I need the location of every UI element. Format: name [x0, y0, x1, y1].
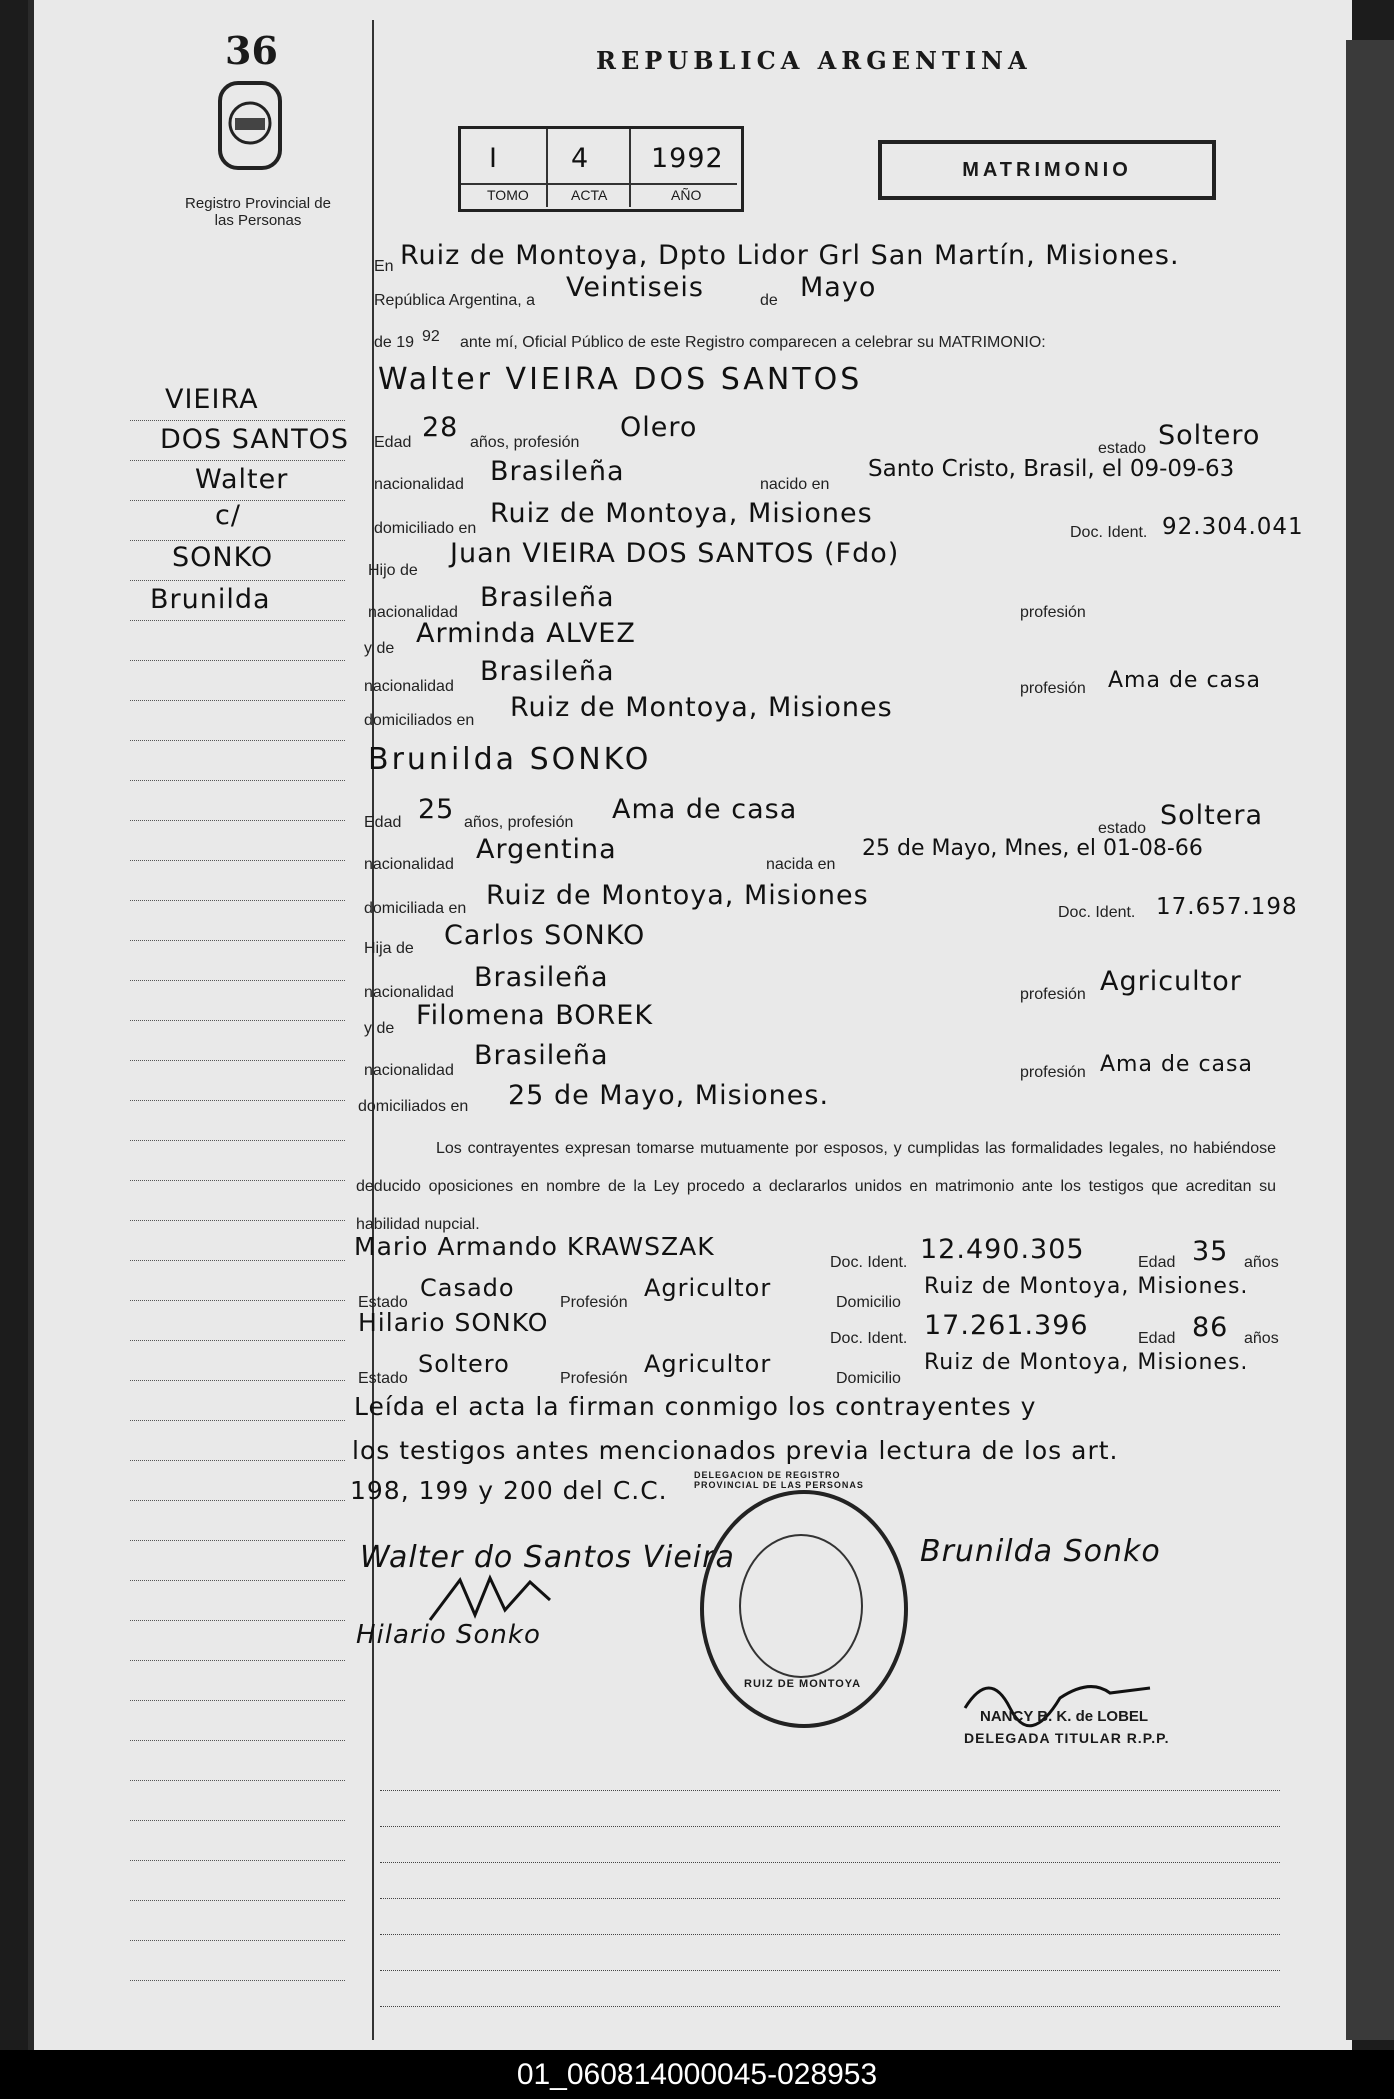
groom-father-prof-label: profesión	[1020, 604, 1086, 621]
witness2-prof-label: Profesión	[560, 1370, 628, 1387]
margin-rule-line	[130, 980, 345, 981]
witness1-dom: Ruiz de Montoya, Misiones.	[924, 1274, 1249, 1299]
year-suffix: 92	[422, 328, 440, 345]
margin-rule-line	[130, 1660, 345, 1661]
margin-rule-line	[130, 780, 345, 781]
groom-doc-label: Doc. Ident.	[1070, 524, 1148, 541]
ruled-line	[380, 1934, 1280, 1935]
bride-father-prof: Agricultor	[1100, 966, 1242, 997]
doc-type-box	[878, 140, 1216, 200]
registry-stamp	[694, 1470, 908, 1728]
margin-rule-line	[130, 900, 345, 901]
bride-parents-dom: 25 de Mayo, Misiones.	[508, 1080, 830, 1111]
ano-label: AÑO	[671, 187, 702, 203]
place: Ruiz de Montoya, Dpto Lidor Grl San Martín, Misiones.	[400, 240, 1180, 271]
margin-rule-line	[130, 1860, 345, 1861]
margin-rule-line	[130, 1740, 345, 1741]
bride-anos-label: años, profesión	[464, 814, 574, 831]
groom-edad-label: Edad	[374, 434, 412, 451]
doc-type: MATRIMONIO	[962, 159, 1132, 181]
groom-nacido-label: nacido en	[760, 476, 830, 493]
page-number: 36	[225, 28, 278, 73]
witness1-name: Mario Armando KRAWSZAK	[354, 1232, 715, 1261]
margin-rule-line	[130, 940, 345, 941]
registry-name: Registro Provincial de las Personas	[185, 195, 331, 229]
margin-rule-line	[130, 500, 345, 501]
witness1-estado-label: Estado	[358, 1294, 408, 1311]
witness1-anos-label: años	[1244, 1254, 1279, 1271]
tomo-value: I	[489, 143, 498, 174]
margin-rule-line	[130, 1540, 345, 1541]
groom-profesion: Olero	[620, 412, 698, 443]
witness2-dom-label: Domicilio	[836, 1370, 901, 1387]
bride-father-nac: Brasileña	[474, 962, 609, 993]
witness1-doc-label: Doc. Ident.	[830, 1254, 908, 1271]
margin-con: c/	[215, 500, 241, 531]
witness1-dom-label: Domicilio	[836, 1294, 901, 1311]
year-prefix: de 19	[374, 334, 415, 351]
groom-estado-label: estado	[1098, 440, 1147, 457]
bride-father-nac-label: nacionalidad	[364, 984, 454, 1001]
country-heading: REPUBLICA ARGENTINA	[596, 46, 1032, 75]
book-edge	[1346, 40, 1394, 2040]
margin-rule-line	[130, 1580, 345, 1581]
groom-anos-label: años, profesión	[470, 434, 580, 451]
bride-mother-nac-label: nacionalidad	[364, 1062, 454, 1079]
margin-rule-line	[130, 660, 345, 661]
margin-bride-firstname: Brunilda	[150, 584, 271, 615]
witness2-doc: 17.261.396	[924, 1310, 1089, 1341]
groom-parents-dom: Ruiz de Montoya, Misiones	[510, 692, 893, 723]
acta-label: ACTA	[571, 187, 608, 203]
ruled-line	[380, 1790, 1280, 1791]
bride-doc-label: Doc. Ident.	[1058, 904, 1136, 921]
bride-nacida-label: nacida en	[766, 856, 836, 873]
groom-edad: 28	[422, 412, 459, 443]
closing-line-2: los testigos antes mencionados previa lectura de los art.	[352, 1436, 1119, 1465]
bride-mother-nac: Brasileña	[474, 1040, 609, 1071]
bride-parents-dom-label: domiciliados en	[358, 1098, 469, 1115]
margin-rule-line	[130, 1460, 345, 1461]
margin-rule-line	[130, 540, 345, 541]
yde-label: y de	[364, 640, 395, 657]
groom-nacionalidad: Brasileña	[490, 456, 625, 487]
groom-mother-prof-label: profesión	[1020, 680, 1086, 697]
officer-name: NANCY B. K. de LOBEL	[980, 1708, 1149, 1725]
closing-line-3: 198, 199 y 200 del C.C.	[350, 1476, 668, 1505]
groom-nacido: Santo Cristo, Brasil, el 09-09-63	[868, 456, 1235, 482]
witness-signature: Hilario Sonko	[356, 1620, 541, 1650]
bride-mother-prof-label: profesión	[1020, 1064, 1086, 1081]
margin-rule-line	[130, 1620, 345, 1621]
witness1-estado: Casado	[420, 1274, 515, 1302]
bride-domicilio: Ruiz de Montoya, Misiones	[486, 880, 869, 911]
stamp-outer-text: DELEGACION DE REGISTRO PROVINCIAL DE LAS PERSONAS	[694, 1470, 864, 1490]
margin-rule-line	[130, 420, 345, 421]
margin-surname: VIEIRA	[165, 384, 259, 415]
de-label: de	[760, 292, 778, 309]
margin-rule-line	[130, 1940, 345, 1941]
groom-father-nac: Brasileña	[480, 582, 615, 613]
margin-rule-line	[130, 1900, 345, 1901]
groom-signature: Walter do Santos Vieira	[360, 1540, 735, 1575]
ruled-line	[380, 1970, 1280, 1971]
bride-mother-prof: Ama de casa	[1100, 1052, 1253, 1077]
groom-nac-label: nacionalidad	[374, 476, 464, 493]
witness2-estado: Soltero	[418, 1350, 510, 1378]
margin-rule-line	[130, 460, 345, 461]
groom-doc: 92.304.041	[1162, 514, 1304, 540]
margin-rule-line	[130, 700, 345, 701]
groom-mother-prof: Ama de casa	[1108, 668, 1261, 693]
margin-rule-line	[130, 1060, 345, 1061]
ruled-line	[380, 1898, 1280, 1899]
margin-rule-line	[130, 580, 345, 581]
witness2-prof: Agricultor	[644, 1350, 772, 1378]
bride-name: Brunilda SONKO	[368, 742, 652, 777]
bride-signature: Brunilda Sonko	[920, 1534, 1161, 1569]
margin-surname-2: DOS SANTOS	[160, 424, 349, 455]
margin-rule-line	[130, 1220, 345, 1221]
margin-rule-line	[130, 1100, 345, 1101]
stamp-inner-text: RUIZ DE MONTOYA	[744, 1678, 862, 1690]
bride-edad: 25	[418, 794, 455, 825]
margin-rule-line	[130, 1980, 345, 1981]
bride-nacionalidad: Argentina	[476, 834, 617, 865]
margin-rule-line	[130, 1340, 345, 1341]
bride-mother: Filomena BOREK	[416, 1000, 654, 1031]
margin-rule-line	[130, 740, 345, 741]
hija-label: Hija de	[364, 940, 414, 957]
hijo-label: Hijo de	[368, 562, 418, 579]
bride-father: Carlos SONKO	[444, 920, 646, 951]
month: Mayo	[800, 272, 877, 303]
bride-profesion: Ama de casa	[612, 794, 798, 825]
margin-rule-line	[130, 1820, 345, 1821]
margin-rule-line	[130, 1180, 345, 1181]
witness1-prof-label: Profesión	[560, 1294, 628, 1311]
margin-firstname: Walter	[195, 464, 289, 495]
witness1-edad: 35	[1192, 1236, 1229, 1267]
bride-estado-label: estado	[1098, 820, 1147, 837]
acta-value: 4	[571, 143, 590, 174]
witness2-estado-label: Estado	[358, 1370, 408, 1387]
witness2-dom: Ruiz de Montoya, Misiones.	[924, 1350, 1249, 1375]
margin-rule-line	[130, 1700, 345, 1701]
day: Veintiseis	[566, 272, 704, 303]
margin-rule-line	[130, 1300, 345, 1301]
ruled-line	[380, 1826, 1280, 1827]
bride-edad-label: Edad	[364, 814, 402, 831]
groom-father: Juan VIEIRA DOS SANTOS (Fdo)	[450, 538, 900, 569]
ruled-line	[380, 1862, 1280, 1863]
bride-estado: Soltera	[1160, 800, 1264, 831]
groom-mother: Arminda ALVEZ	[416, 618, 636, 649]
witness2-edad-label: Edad	[1138, 1330, 1176, 1347]
groom-father-nac-label: nacionalidad	[368, 604, 458, 621]
declaration: Los contrayentes expresan tomarse mutuamente por esposos, y cumplidas las formalidades legales, no habiéndose deducido oposiciones en nombre de la Ley procedo a declararlos unidos en matrimonio ante los testigos que acreditan su habilidad nupcial.	[356, 1140, 1276, 1233]
margin-rule-line	[130, 820, 345, 821]
groom-mother-nac-label: nacionalidad	[364, 678, 454, 695]
margin-rule-line	[130, 860, 345, 861]
margin-rule-line	[130, 1260, 345, 1261]
witness2-name: Hilario SONKO	[358, 1308, 549, 1337]
margin-rule-line	[130, 1020, 345, 1021]
bride-nacida: 25 de Mayo, Mnes, el 01-08-66	[862, 836, 1203, 861]
groom-mother-nac: Brasileña	[480, 656, 615, 687]
footer-id: 01_060814000045-028953	[0, 2050, 1394, 2099]
groom-domicilio: Ruiz de Montoya, Misiones	[490, 498, 873, 529]
en-label: En	[374, 258, 394, 275]
witness2-anos-label: años	[1244, 1330, 1279, 1347]
ruled-line	[380, 2006, 1280, 2007]
officer-title: DELEGADA TITULAR R.P.P.	[964, 1730, 1170, 1746]
margin-bride-surname: SONKO	[172, 542, 274, 573]
bride-dom-label: domiciliada en	[364, 900, 467, 917]
margin-rule-line	[130, 1140, 345, 1141]
margin-rule-line	[130, 620, 345, 621]
groom-parents-dom-label: domiciliados en	[364, 712, 475, 729]
witness1-edad-label: Edad	[1138, 1254, 1176, 1271]
rep-label: República Argentina, a	[374, 292, 535, 309]
margin-rule-line	[130, 1500, 345, 1501]
witness1-prof: Agricultor	[644, 1274, 772, 1302]
tomo-label: TOMO	[487, 187, 529, 203]
witness1-doc: 12.490.305	[920, 1234, 1085, 1265]
witness2-doc-label: Doc. Ident.	[830, 1330, 908, 1347]
bride-doc: 17.657.198	[1156, 894, 1298, 920]
witness2-edad: 86	[1192, 1312, 1229, 1343]
margin-rule-line	[130, 1420, 345, 1421]
bride-yde-label: y de	[364, 1020, 395, 1037]
closing-line-1: Leída el acta la firman conmigo los contrayentes y	[354, 1392, 1037, 1421]
ano-value: 1992	[651, 143, 724, 174]
bride-nac-label: nacionalidad	[364, 856, 454, 873]
groom-name: Walter VIEIRA DOS SANTOS	[378, 362, 863, 397]
groom-dom-label: domiciliado en	[374, 520, 477, 537]
intro-sentence: ante mí, Oficial Público de este Registro comparecen a celebrar su MATRIMONIO:	[460, 334, 1046, 351]
province-seal-icon	[210, 78, 290, 178]
margin-rule-line	[130, 1380, 345, 1381]
margin-rule-line	[130, 1780, 345, 1781]
acta-box	[458, 126, 744, 212]
groom-estado: Soltero	[1158, 420, 1261, 451]
bride-father-prof-label: profesión	[1020, 986, 1086, 1003]
